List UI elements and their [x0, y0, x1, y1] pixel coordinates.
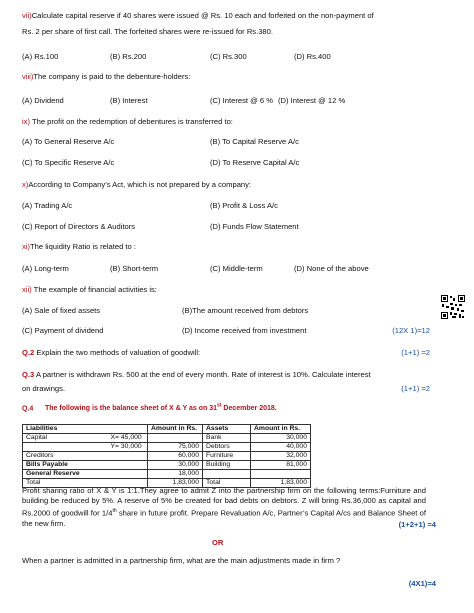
q10-line	[22, 180, 251, 189]
q11-option-d: (D) None of the above	[294, 264, 369, 273]
q11-number: xi)	[22, 242, 31, 251]
cell-liability: Creditors	[23, 452, 148, 461]
q4-paragraph-post: share in future profit. Prepare Revaluation A/c, Partner’s Capital A/cs and Balance Sheet of the new firm.	[22, 508, 426, 529]
cell-asset: Building	[203, 461, 251, 470]
q11-option-a: (A) Long-term	[22, 264, 69, 273]
q7-text-1: Calculate capital reserve if 40 shares were issued @ Rs. 10 each and forfeited on the non-payment of	[31, 11, 374, 20]
q7-option-a: (A) Rs.100	[22, 52, 59, 61]
q7-option-b: (B) Rs.200	[110, 52, 147, 61]
cell-total-label: Total	[23, 479, 148, 488]
q4-title-line	[22, 403, 277, 412]
cell-total-label-assets: Total	[203, 479, 251, 488]
table-row	[23, 443, 311, 452]
q10-number: x)	[22, 180, 29, 189]
q4-number: Q.4	[22, 405, 34, 413]
q9-option-d: (D) To Reserve Capital A/c	[210, 158, 300, 167]
balance-sheet-header-row	[23, 425, 311, 434]
cell-total-assets-amount: 1,83,000	[251, 479, 311, 488]
q10-option-b: (B) Profit & Loss A/c	[210, 201, 278, 210]
q3-number: Q.3	[22, 370, 35, 379]
q4-marks: (1+2+1) =4	[398, 520, 436, 529]
cell-asset	[203, 470, 251, 479]
cell-asset-amount: 30,000	[251, 434, 311, 443]
cell-liability: General Reserve	[23, 470, 148, 479]
q8-option-a: (A) Dividend	[22, 96, 64, 105]
q7-line1	[22, 11, 374, 20]
q12-option-a: (A) Sale of fixed assets	[22, 306, 101, 315]
q12-line	[22, 285, 157, 294]
q11-option-c: (C) Middle-term	[210, 264, 263, 273]
q11-option-b: (B) Short-term	[110, 264, 159, 273]
header-assets: Assets	[203, 425, 251, 434]
q11-text: The liquidity Ratio is related to :	[30, 242, 136, 251]
table-row	[23, 452, 311, 461]
header-amount-2: Amount in Rs.	[251, 425, 311, 434]
q2-text: Explain the two methods of valuation of goodwill:	[34, 348, 201, 357]
q12-marks: (12X 1)=12	[392, 326, 430, 335]
q8-text: The company is paid to the debenture-holders:	[33, 72, 191, 81]
cell-asset: Bank	[203, 434, 251, 443]
q8-number: viii)	[22, 72, 34, 81]
q7-option-d: (D) Rs.400	[294, 52, 331, 61]
q4-title-post: December 2018.	[221, 405, 277, 413]
q12-option-b: (B)The amount received from debtors	[182, 306, 309, 315]
header-amount-1: Amount in Rs.	[148, 425, 203, 434]
cell-asset: Furniture	[203, 452, 251, 461]
q4-title-sup: st	[217, 403, 222, 409]
q11-line	[22, 242, 136, 251]
cell-total-amount: 1,83,000	[148, 479, 203, 488]
q3-text-2: on drawings.	[22, 384, 66, 393]
q2-line	[22, 348, 200, 357]
q10-option-d: (D) Funds Flow Statement	[210, 222, 299, 231]
q12-option-d: (D) Income received from investment	[182, 326, 307, 335]
q9-text: The profit on the redemption of debentures is transferred to:	[30, 117, 233, 126]
cell-asset: Debtors	[203, 443, 251, 452]
cell-asset-amount: 32,000	[251, 452, 311, 461]
cell-amount: 30,000	[148, 461, 203, 470]
cell-amount: 75,000	[148, 443, 203, 452]
q4-paragraph	[22, 486, 426, 529]
q10-text: According to Company’s Act, which is not prepared by a company:	[28, 180, 252, 189]
q9-option-a: (A) To General Reserve A/c	[22, 137, 115, 146]
q3-marks: (1+1) =2	[401, 384, 430, 393]
table-row	[23, 434, 311, 443]
q8-line	[22, 72, 190, 81]
q7-text-2: Rs. 2 per share of first call. The forfeited shares were re-issued for Rs.380.	[22, 27, 273, 36]
cell-amount	[148, 434, 203, 443]
q10-option-a: (A) Trading A/c	[22, 201, 73, 210]
q9-line	[22, 117, 233, 126]
cell-liability	[23, 443, 108, 452]
cell-liability: Capital	[23, 434, 108, 443]
q4-paragraph-sup: th	[112, 508, 117, 515]
q4-title	[45, 405, 277, 412]
header-liabilities: Liabilities	[23, 425, 148, 434]
q8-option-b: (B) Interest	[110, 96, 148, 105]
cell-liability: Bills Payable	[23, 461, 148, 470]
q4-alternative-marks: (4X1)=4	[408, 579, 436, 588]
q12-text: The example of financial activities is:	[31, 285, 157, 294]
table-row	[23, 461, 311, 470]
q8-option-c: (C) Interest @ 6 %	[210, 96, 273, 105]
cell-partner-capital: Y= 30,000	[108, 443, 148, 452]
cell-amount: 60,000	[148, 452, 203, 461]
cell-amount: 18,000	[148, 470, 203, 479]
or-separator: OR	[212, 538, 224, 547]
table-row	[23, 470, 311, 479]
cell-asset-amount: 81,000	[251, 461, 311, 470]
q8-option-d: (D) Interest @ 12 %	[278, 96, 346, 105]
q9-number: ix)	[22, 117, 31, 126]
q2-marks: (1+1) =2	[401, 348, 430, 357]
q9-option-c: (C) To Specific Reserve A/c	[22, 158, 115, 167]
cell-partner-capital: X= 45,000	[108, 434, 148, 443]
q4-alternative-question: When a partner is admitted in a partnership firm, what are the main adjustments made in firm ?	[22, 556, 341, 565]
qr-code-icon	[441, 295, 465, 319]
q12-number: xii)	[22, 285, 32, 294]
q7-number: vii)	[22, 11, 32, 20]
q7-option-c: (C) Rs.300	[210, 52, 247, 61]
balance-sheet-table	[22, 424, 311, 488]
q2-number: Q.2	[22, 348, 35, 357]
q4-paragraph-pre: Profit sharing ratio of X & Y is 1:1.They agree to admit Z into the partnership firm on the following terms:Furniture and building be reduced by 5%. A reserve of 5% be created for bad debts on debtors. Z will bring Rs.36,000 as capital and Rs.2000 of goodwill for 1/4	[22, 486, 426, 518]
q4-title-pre: The following is the balance sheet of X & Y as on 31	[44, 405, 218, 413]
q3-line1	[22, 370, 371, 379]
q10-option-c: (C) Report of Directors & Auditors	[22, 222, 136, 231]
q9-option-b: (B) To Capital Reserve A/c	[210, 137, 299, 146]
cell-asset-amount: 40,000	[251, 443, 311, 452]
q3-text-1: A partner is withdrawn Rs. 500 at the end of every month. Rate of interest is 10%. Calculate interest	[34, 370, 371, 379]
cell-asset-amount	[251, 470, 311, 479]
q12-option-c: (C) Payment of dividend	[22, 326, 104, 335]
